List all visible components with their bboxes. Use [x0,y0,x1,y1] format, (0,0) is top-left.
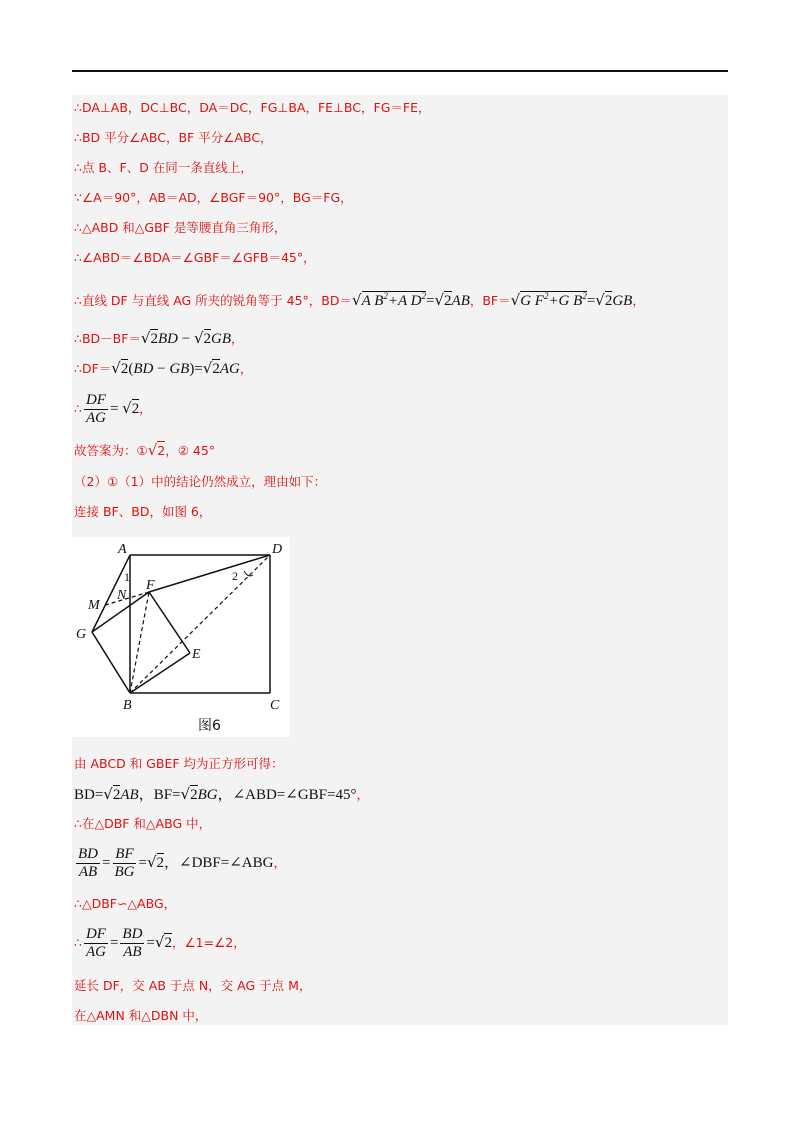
line-8: ∴BD－BF＝√2BD − √2GB， [74,329,244,347]
line-11-text-b: ，② 45° [165,443,216,458]
line-14: 由 ABCD 和 GBEF 均为正方形可得： [74,756,284,771]
line-9-text-a: ∴DF＝ [74,361,112,376]
line-19-text-a: ∴ [74,935,82,950]
line-5: ∴△ABD 和△GBF 是等腰直角三角形， [74,220,287,235]
label-angle-1: 1 [124,570,130,584]
figure-caption: 图6 [198,718,221,734]
label-f: F [146,578,155,593]
line-10: ∴ $\frac{DF}{AG}$ = √2， [74,392,152,426]
line-10-text-a: ∴ [74,401,82,416]
line-10-text-b: ， [139,401,152,416]
label-e: E [192,647,201,662]
line-11: 故答案为：①√2，② 45° [74,441,216,459]
line-7-text-c: ， [632,293,645,308]
line-19: ∴ $\frac{DF}{AG}$ = $\frac{BD}{AB}$ =√2，∠1=∠2， [74,926,246,960]
line-9: ∴DF＝√2(BD − GB)=√2AG， [74,359,253,377]
label-a: A [118,542,127,557]
line-4: ∵∠A＝90°，AB＝AD，∠BGF＝90°，BG＝FG， [74,190,353,205]
line-17-text-b: ， [273,855,286,870]
line-8-text-a: ∴BD－BF＝ [74,331,141,346]
label-c: C [270,698,280,713]
label-g: G [76,627,87,642]
top-rule [72,70,728,72]
line-17: $\frac{BD}{AB}$ = $\frac{BF}{BG}$ =√2，∠DBF=∠ABG， [78,846,286,880]
label-d: D [272,542,283,557]
line-15-text-b: ， [356,787,369,802]
line-15: BD=√2AB，BF=√2BG，∠ABD=∠GBF=45°， [74,785,369,803]
line-8-text-b: ， [231,331,244,346]
label-b: B [123,698,132,713]
line-18: ∴△DBF∽△ABG， [74,896,177,911]
label-n: N [117,588,127,603]
bd-formula: √A $B^2+A$ $D^2$ [352,291,426,309]
line-3: ∴点 B、F、D 在同一条直线上， [74,160,253,175]
line-7-text-a: ∴直线 DF 与直线 AG 所夹的锐角等于 45°，BD＝ [74,293,353,308]
geometry-diagram [72,537,290,737]
line-16: ∴在△DBF 和△ABG 中， [74,816,212,831]
bf-formula: √G $F^2+G$ $B^2$ [510,291,587,309]
line-7-text-b: ，BF＝ [469,293,511,308]
line-11-text-a: 故答案为：① [74,443,148,458]
line-19-text-b: ，∠1=∠2， [171,935,246,950]
line-2: ∴BD 平分∠ABC，BF 平分∠ABC， [74,130,273,145]
segment-eb [130,653,190,693]
line-13: 连接 BF、BD，如图 6， [74,504,212,519]
label-angle-2: 2 [232,569,238,583]
label-m: M [88,598,100,613]
figure-6 [72,537,290,737]
line-7: ∴直线 DF 与直线 AG 所夹的锐角等于 45°，BD＝√A $B^2+A$ $D^2=√2AB$，BF＝√G $F^2+G$ $B^2=√2GB$， [74,288,645,309]
line-12: （2）①（1）中的结论仍然成立，理由如下： [74,474,327,489]
line-1: ∴DA⊥AB，DC⊥BC，DA＝DC，FG⊥BA，FE⊥BC，FG＝FE， [74,100,431,115]
line-6: ∴∠ABD＝∠BDA＝∠GBF＝∠GFB＝45°， [74,250,316,265]
line-20: 延长 DF，交 AB 于点 N，交 AG 于点 M， [74,978,312,993]
segment-fe [149,592,190,653]
line-9-text-b: ， [239,361,253,376]
line-21: 在△AMN 和△DBN 中， [74,1008,208,1023]
segment-gb [92,632,130,693]
